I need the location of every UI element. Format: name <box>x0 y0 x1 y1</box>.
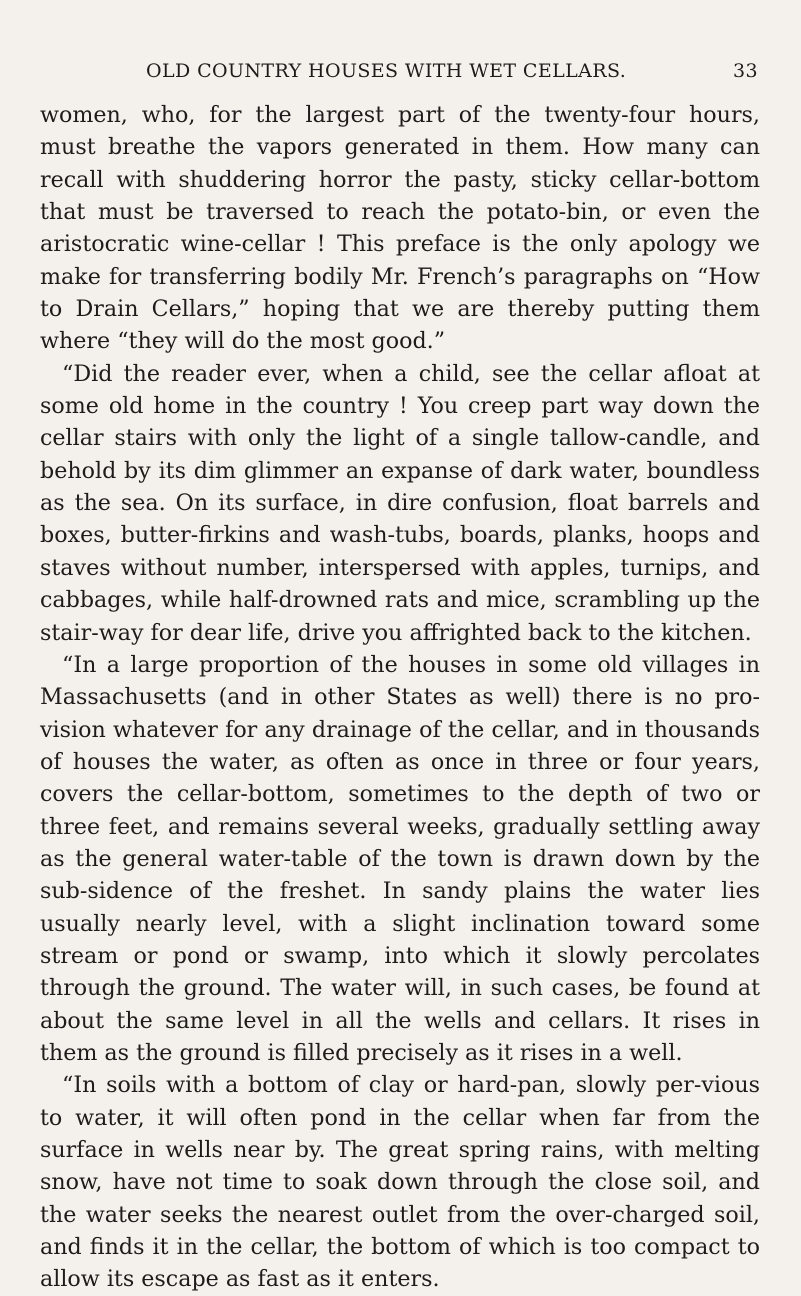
page-number: 33 <box>733 60 758 82</box>
running-head: OLD COUNTRY HOUSES WITH WET CELLARS. <box>146 60 627 82</box>
page-header <box>146 60 758 88</box>
paragraph-1: women, who, for the largest part of the twenty-four hours, must breathe the vapors generated in them. How many can recall with shuddering horror the pasty, sticky cellar-bottom that must be traversed to reach the potato-bin, or even the aristocratic wine-cellar ! This preface is the only apology we make for transferring bodily Mr. French’s paragraphs on “How to Drain Cellars,” hoping that we are thereby putting them where “they will do the most good.” <box>40 102 760 355</box>
paragraph-4: “In soils with a bottom of clay or hard-pan, slowly per-vious to water, it will often pond in the cellar when far from the surface in wells near by. The great spring rains, with melting snow, have not time to soak down through the close soil, and the water seeks the nearest outlet from the over-charged soil, and finds it in the cellar, the bottom of which is too compact to allow its escape as fast as it enters. <box>40 1072 760 1293</box>
paragraph-3: “In a large proportion of the houses in some old villages in Massachusetts (and in other States as well) there is no pro-vision whatever for any drainage of the cellar, and in thousands of houses the water, as often as once in three or four years, covers the cellar-bottom, sometimes to the depth of two or three feet, and remains several weeks, gradually settling away as the general water-table of the town is drawn down by the sub-sidence of the freshet. In sandy plains the water lies usually nearly level, with a slight inclination toward some stream or pond or swamp, into which it slowly percolates through the ground. The water will, in such cases, be found at about the same level in all the wells and cellars. It rises in them as the ground is filled precisely as it rises in a well. <box>40 651 760 1066</box>
body-text <box>40 99 760 1296</box>
paragraph-2: “Did the reader ever, when a child, see the cellar afloat at some old home in the country ! You creep part way down the cellar stairs with only the light of a single tallow-candle, and behold by its dim glimmer an expanse of dark water, boundless as the sea. On its surface, in dire confusion, float barrels and boxes, butter-firkins and wash-tubs, boards, planks, hoops and staves without number, interspersed with apples, turnips, and cabbages, while half-drowned rats and mice, scrambling up the stair-way for dear life, drive you affrighted back to the kitchen. <box>40 360 760 646</box>
